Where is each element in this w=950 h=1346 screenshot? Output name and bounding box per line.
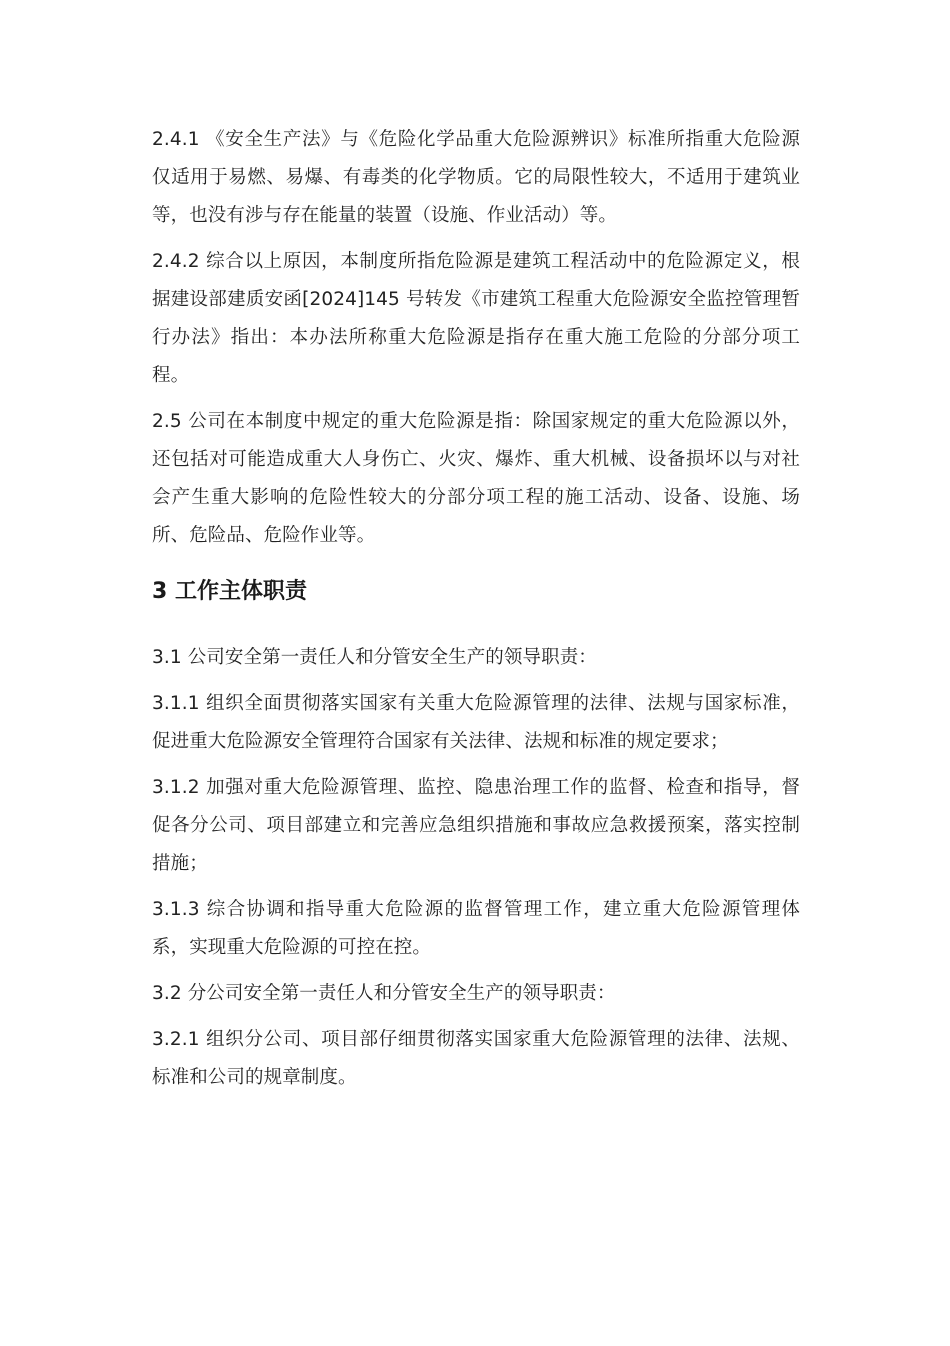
paragraph-3-1-2: 3.1.2 加强对重大危险源管理、监控、隐患治理工作的监督、检查和指导，督促各分公司、项目部建立和完善应急组织措施和事故应急救援预案，落实控制措施； — [152, 777, 800, 874]
paragraph-3-1: 3.1 公司安全第一责任人和分管安全生产的领导职责： — [152, 647, 597, 668]
paragraph-3-1-1: 3.1.1 组织全面贯彻落实国家有关重大危险源管理的法律、法规与国家标准，促进重大危险源安全管理符合国家有关法律、法规和标准的规定要求； — [152, 693, 800, 752]
paragraph-3-2-1: 3.2.1 组织分公司、项目部仔细贯彻落实国家重大危险源管理的法律、法规、标准和公司的规章制度。 — [152, 1029, 800, 1088]
section-heading-3: 3 工作主体职责 — [152, 579, 307, 604]
paragraph-3-2: 3.2 分公司安全第一责任人和分管安全生产的领导职责： — [152, 983, 616, 1004]
paragraph-3-1-3: 3.1.3 综合协调和指导重大危险源的监督管理工作，建立重大危险源管理体系，实现重大危险源的可控在控。 — [152, 899, 800, 958]
paragraph-2-5: 2.5 公司在本制度中规定的重大危险源是指：除国家规定的重大危险源以外，还包括对可能造成重大人身伤亡、火灾、爆炸、重大机械、设备损坏以与对社会产生重大影响的危险性较大的分部分项工程的施工活动、设备、设施、场所、危险品、危险作业等。 — [152, 411, 800, 546]
document-body — [152, 121, 800, 1105]
paragraph-2-4-1: 2.4.1 《安全生产法》与《危险化学品重大危险源辨识》标准所指重大危险源仅适用于易燃、易爆、有毒类的化学物质。它的局限性较大，不适用于建筑业等，也没有涉与存在能量的装置（设施、作业活动）等。 — [152, 129, 800, 226]
paragraph-2-4-2: 2.4.2 综合以上原因，本制度所指危险源是建筑工程活动中的危险源定义，根据建设部建质安函[2024]145 号转发《市建筑工程重大危险源安全监控管理暂行办法》指出：本办法所称重大危险源是指存在重大施工危险的分部分项工程。 — [152, 251, 800, 386]
